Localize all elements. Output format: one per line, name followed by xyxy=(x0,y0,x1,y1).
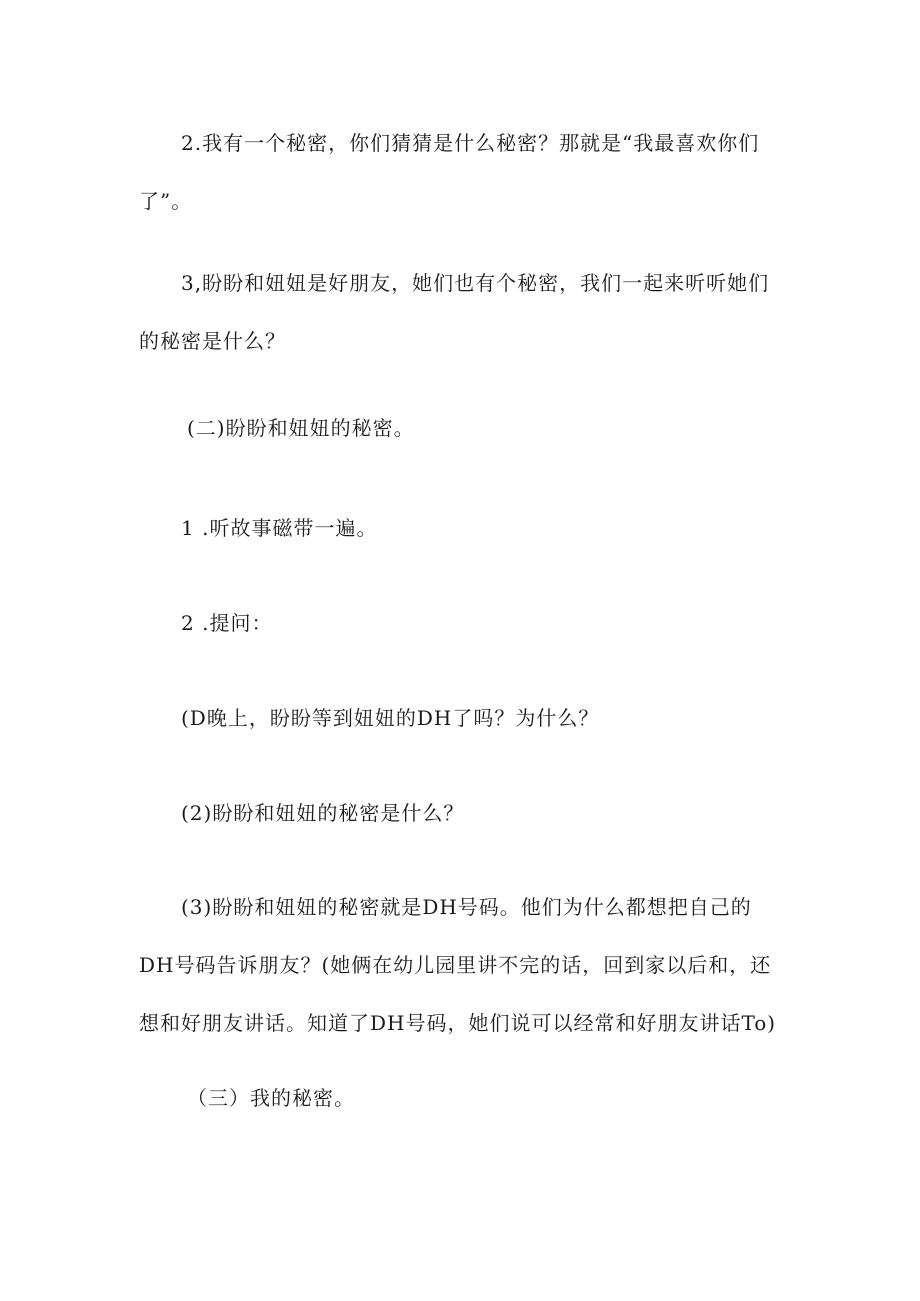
list-item-1: 1 .听故事磁带一遍。 xyxy=(181,516,378,540)
paragraph-2: 2.我有一个秘密，你们猜猜是什么秘密？那就是“我最喜欢你们了”。 xyxy=(139,131,760,213)
section-heading-3: （三）我的秘密。 xyxy=(187,1086,355,1110)
question-2: (2)盼盼和妞妞的秘密是什么？ xyxy=(181,801,465,825)
question-1: (D晚上，盼盼等到妞妞的DH了吗？为什么？ xyxy=(181,706,600,730)
question-3: (3)盼盼和妞妞的秘密就是DH号码。他们为什么都想把自己的DH号码告诉朋友？(她俩在幼儿园里讲不完的话，回到家以后和，还想和好朋友讲话。知道了DH号码，她们说可以经常和好朋友讲话To) xyxy=(139,895,777,1035)
section-heading-2: (二)盼盼和妞妞的秘密。 xyxy=(187,416,415,440)
paragraph-3: 3,盼盼和妞妞是好朋友，她们也有个秘密，我们一起来听听她们的秘密是什么？ xyxy=(139,271,770,353)
list-item-2: 2 .提问： xyxy=(181,611,273,635)
